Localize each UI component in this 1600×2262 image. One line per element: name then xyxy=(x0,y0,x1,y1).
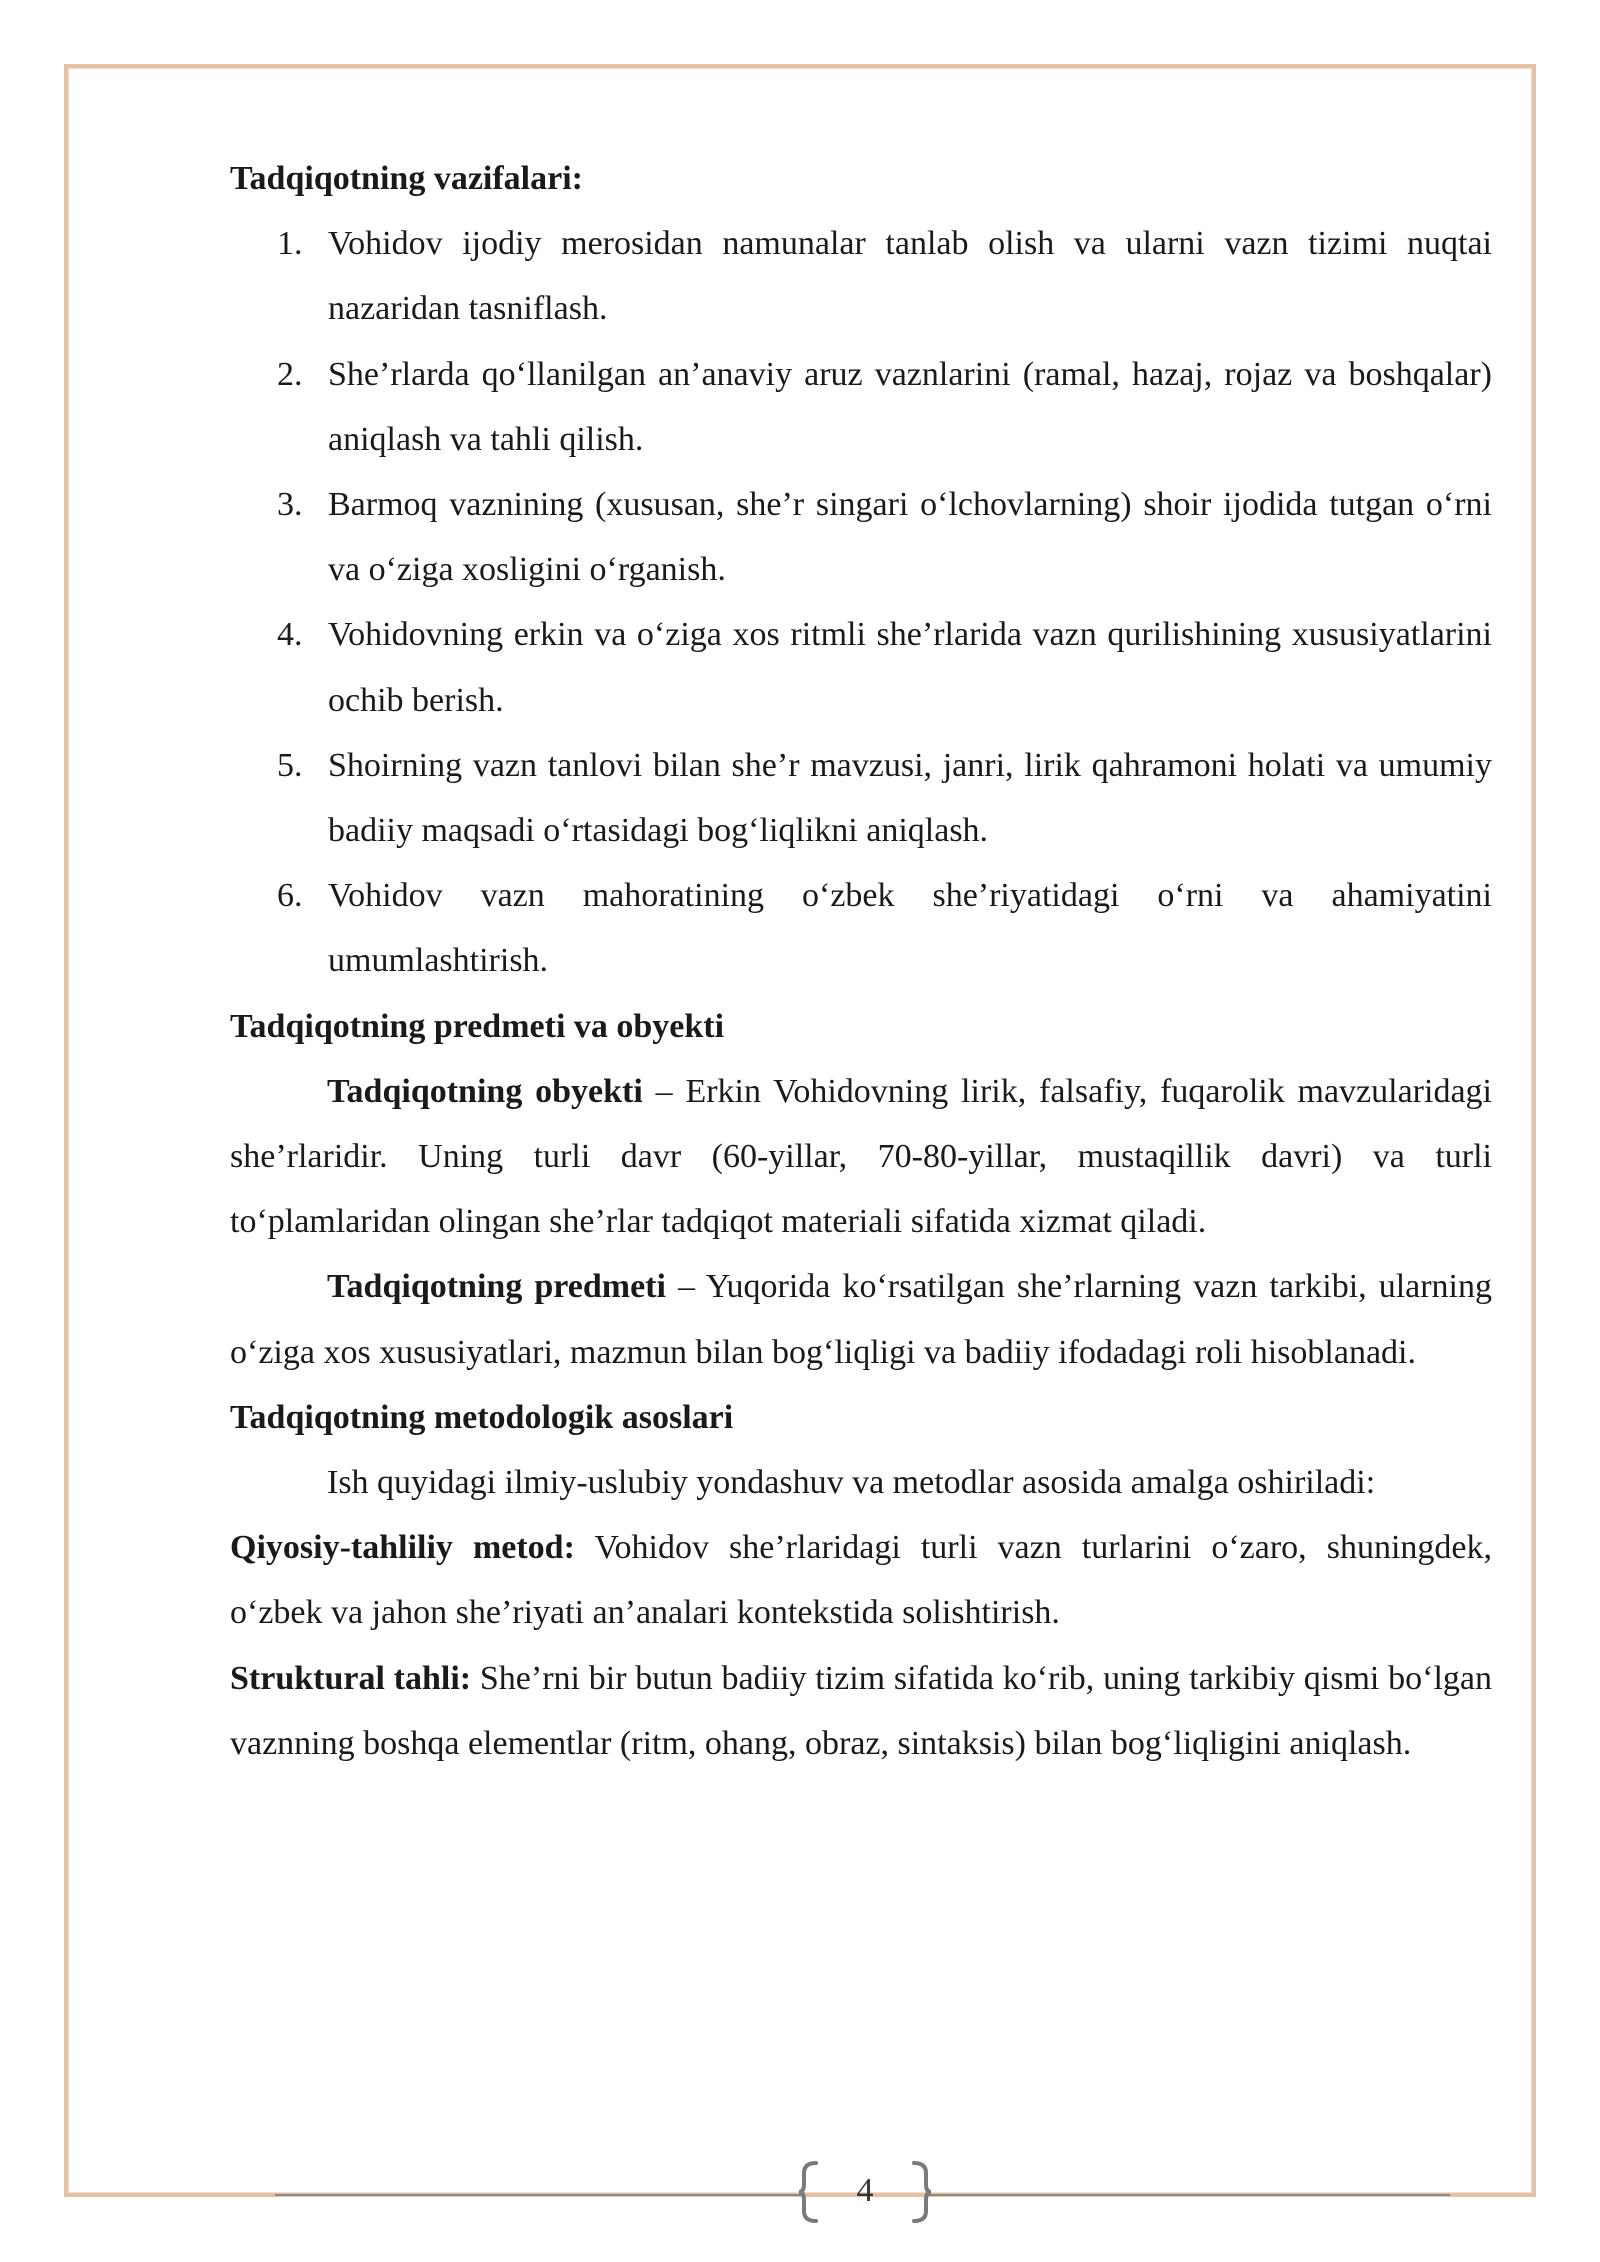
object-paragraph xyxy=(230,1059,1492,1255)
list-item xyxy=(230,863,1492,993)
page-number: 4 xyxy=(856,2172,874,2209)
structural-method-term: Struktural tahli: xyxy=(230,1659,472,1697)
list-item-number: 5. xyxy=(277,746,303,784)
method-heading: Tadqiqotning metodologik asoslari xyxy=(230,1398,734,1436)
list-item xyxy=(230,342,1492,472)
list-item-text: Barmoq vaznining (xususan, she’r singari o‘lchovlarning) shoir ijodida tutgan o‘rni va o‘ziga xosligini o‘rganish. xyxy=(328,486,1492,589)
list-item xyxy=(230,211,1492,341)
comparative-method-text: Vohidov she’rlaridagi turli vazn turlarini o‘zaro, shuningdek, o‘zbek va jahon she’riyati an’analari kontekstida solishtirish. xyxy=(230,1529,1492,1632)
list-item xyxy=(230,602,1492,732)
comparative-method-paragraph xyxy=(230,1515,1492,1645)
object-term: Tadqiqotning obyekti xyxy=(327,1072,643,1110)
list-item-text: Shoirning vazn tanlovi bilan she’r mavzusi, janri, lirik qahramoni holati va umumiy badiiy maqsadi o‘rtasidagi bog‘liqlikni aniqlash. xyxy=(328,746,1492,850)
footer-rule-right xyxy=(925,2194,1450,2196)
subject-text: – Yuqorida ko‘rsatilgan she’rlarning vazn tarkibi, ularning o‘ziga xos xususiyatlari, mazmun bilan bog‘liqligi va badiiy ifodadagi roli hisoblanadi. xyxy=(230,1268,1493,1371)
list-item-number: 6. xyxy=(277,877,303,915)
structural-method-text: She’rni bir butun badiiy tizim sifatida ko‘rib, uning tarkibiy qismi bo‘lgan vaznning boshqa elementlar (ritm, ohang, obraz, sintaksis) bilan bog‘liqligini aniqlash. xyxy=(230,1659,1492,1762)
subject-heading: Tadqiqotning predmeti va obyekti xyxy=(230,1007,725,1045)
list-item-number: 3. xyxy=(277,486,303,524)
list-item-text: Vohidovning erkin va o‘ziga xos ritmli she’rlarida vazn qurilishining xususiyatlarini ochib berish. xyxy=(328,616,1492,719)
subject-term: Tadqiqotning predmeti xyxy=(327,1268,666,1306)
tasks-list xyxy=(230,211,1492,993)
structural-method-paragraph xyxy=(230,1646,1492,1776)
list-item-text: Vohidov ijodiy merosidan namunalar tanlab olish va ularni vazn tizimi nuqtai nazaridan tasniflash. xyxy=(328,225,1492,328)
page-number-frame xyxy=(798,2160,932,2224)
tasks-heading: Tadqiqotning vazifalari: xyxy=(230,160,583,197)
footer-rule-left xyxy=(275,2194,805,2196)
subject-paragraph xyxy=(230,1254,1492,1384)
list-item-number: 2. xyxy=(277,355,303,393)
list-item xyxy=(230,733,1492,863)
method-intro: Ish quyidagi ilmiy-uslubiy yondashuv va metodlar asosida amalga oshiriladi: xyxy=(327,1464,1376,1502)
object-text: – Erkin Vohidovning lirik, falsafiy, fuqarolik mavzularidagi she’rlaridir. Uning turli davr (60-yillar, 70-80-yillar, mustaqillik davri) va turli to‘plamlaridan olingan she’rlar tadqiqot materiali sifatida xizmat qiladi. xyxy=(230,1072,1492,1241)
page-footer xyxy=(275,2160,1450,2224)
list-item-number: 4. xyxy=(277,616,303,654)
list-item xyxy=(230,472,1492,602)
document-body xyxy=(230,146,1492,1776)
list-item-text: She’rlarda qo‘llanilgan an’anaviy aruz vaznlarini (ramal, hazaj, rojaz va boshqalar) aniqlash va tahli qilish. xyxy=(328,355,1492,458)
list-item-text: Vohidov vazn mahoratining o‘zbek she’riyatidagi o‘rni va ahamiyatini umumlashtirish. xyxy=(328,877,1492,980)
comparative-method-term: Qiyosiy-tahliliy metod: xyxy=(230,1529,575,1567)
list-item-number: 1. xyxy=(277,225,303,263)
